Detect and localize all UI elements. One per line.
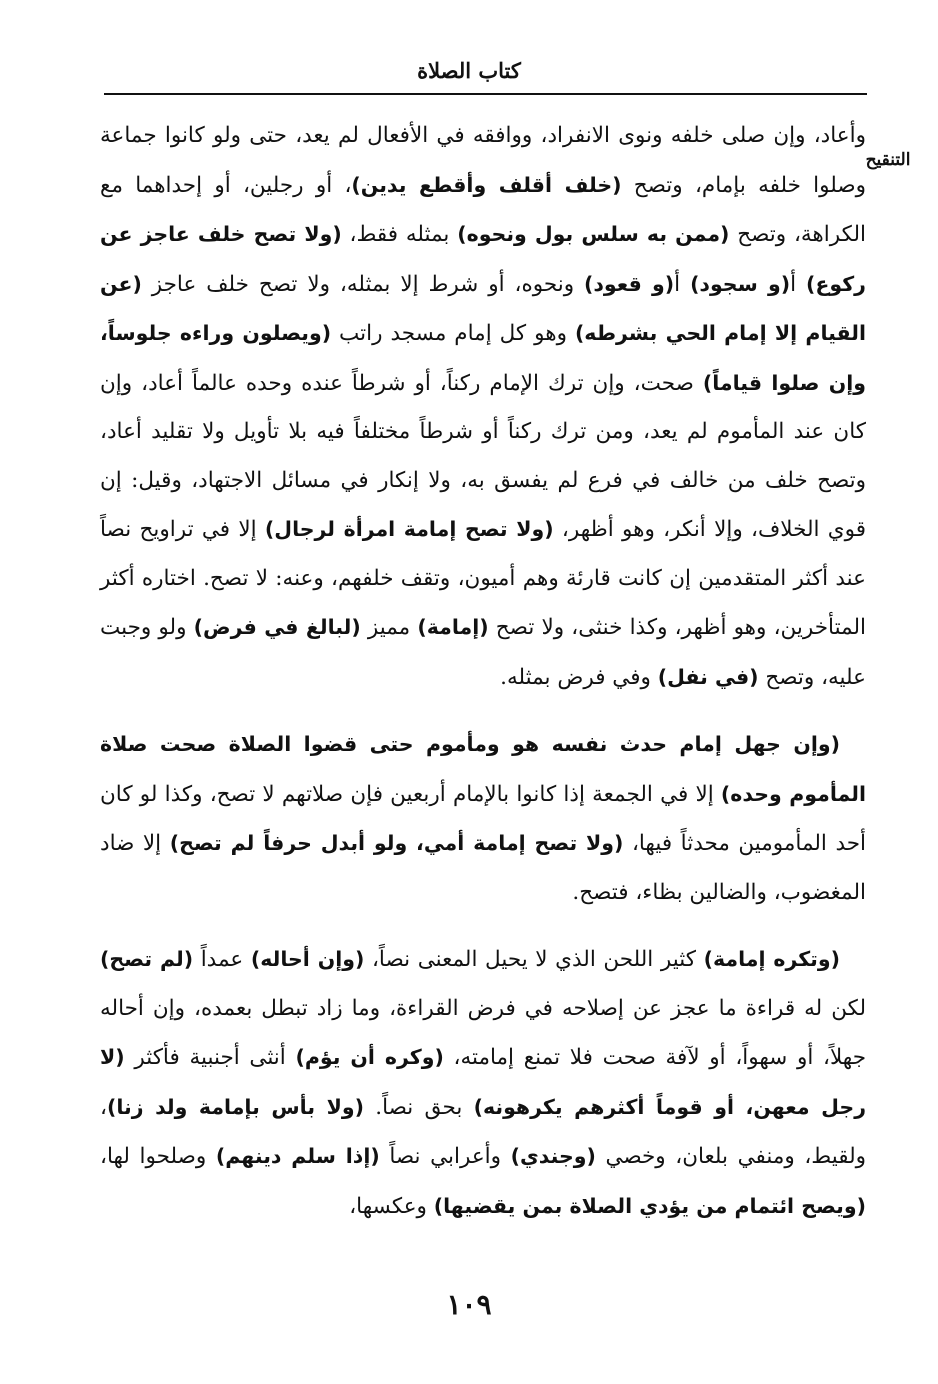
page-number: ١٠٩ <box>446 1288 492 1321</box>
commentary-text: وأعرابي نصاً <box>379 1144 511 1169</box>
bold-matn-text: (وإن جهل إمام حدث نفسه هو ومأموم حتى قضوا الصلاة صحت صلاة المأموم وحده) <box>100 732 866 806</box>
commentary-text: ونحوه، أو شرط إلا بمثله، ولا تصح خلف عاجز <box>141 271 585 297</box>
commentary-text: ، ولقيط، ومنفي بلعان، وخصي <box>100 1094 867 1169</box>
commentary-text: إلا في الجمعة إذا كانوا بالإمام أربعين فإن صلاتهم لا تصح، وكذا لو كان أحد المأمومين محدثاً فيها، <box>100 781 866 856</box>
bold-matn-text: (ولا تصح خلف عاجز عن ركوع) <box>100 222 866 296</box>
bold-matn-text: (ممن به سلس بول ونحوه) <box>457 222 730 246</box>
commentary-text: وصلحوا لها، <box>100 1144 216 1169</box>
commentary-text: ولو وجبت عليه، وتصح <box>100 615 866 690</box>
bold-matn-text: (خلف أقلف وأقطع يدين) <box>351 172 622 197</box>
paragraph <box>100 935 866 1231</box>
commentary-text: عمداً <box>193 947 251 972</box>
commentary-text: وأعاد، وإن صلى خلفه ونوى الانفراد، ووافقه في الأفعال لم يعد، حتى ولو كانوا جماعة وصلوا خلفه بإمام، وتصح <box>100 123 866 198</box>
bold-matn-text: (وتكره إمامة) <box>703 947 840 971</box>
bold-matn-text: (لا رجل معهن، أو قوماً أكثرهم يكرهونه) <box>100 1045 866 1119</box>
bold-matn-text: (و سجود) <box>690 271 791 296</box>
bold-matn-text: (في نفل) <box>657 664 759 689</box>
bold-matn-text: (لبالغ في فرض) <box>193 615 361 639</box>
bold-matn-text: (وإن أحاله) <box>250 947 365 971</box>
commentary-text: كثير اللحن الذي لا يحيل المعنى نصاً، <box>364 947 704 972</box>
bold-matn-text: (ولا بأس بإمامة ولد زنا) <box>106 1094 364 1119</box>
bold-matn-text: (ويصلون وراءه جلوساً، وإن صلوا قياماً) <box>100 321 866 395</box>
commentary-text: صحت، وإن ترك الإمام ركناً، أو شرطاً عنده وحده عالماً أعاد، وإن كان عند المأموم لم يعد، ومن ترك ركناً أو شرطاً مختلفاً فيه بلا تأويل ولا تقليد أعاد، وتصح خلف من خالف في فرع لم يفسق به، ولا إنكار في مسائل الاجتهاد، وقيل: إن قوي الخلاف، وإلا أنكر، وهو أظهر، <box>100 370 866 542</box>
bold-matn-text: (وجندي) <box>510 1144 596 1168</box>
commentary-text: أ <box>674 271 691 297</box>
page-header-title: كتاب الصلاة <box>417 58 521 83</box>
main-text <box>100 112 866 1231</box>
commentary-text: إلا ضاد المغضوب، والضالين بظاء، فتصح. <box>100 831 866 905</box>
paragraph <box>100 112 866 702</box>
commentary-text: لكن له قراءة ما عجز عن إصلاحه في فرض القراءة، وما زاد تبطل بعمده، وإن أحاله جهلاً، أو سهواً، أو لآفة صحت فلا تمنع إمامته، <box>100 995 866 1070</box>
bold-matn-text: (لم تصح) <box>100 947 194 971</box>
bold-matn-text: (ويصح ائتمام من يؤدي الصلاة بمن يقضيها) <box>433 1193 866 1218</box>
commentary-text: وفي فرض بمثله. <box>500 664 658 690</box>
header-divider <box>104 93 867 95</box>
commentary-text: بمثله فقط، <box>341 222 458 247</box>
paragraph <box>100 720 866 917</box>
bold-matn-text: (و قعود) <box>584 271 675 296</box>
commentary-text: وهو كل إمام مسجد راتب <box>331 321 575 346</box>
commentary-text: وعكسها، <box>349 1193 434 1219</box>
bold-matn-text: (ولا تصح إمامة امرأة لرجال) <box>264 517 554 541</box>
bold-matn-text: (إمامة) <box>417 615 489 639</box>
commentary-text: أنثى أجنبية فأكثر <box>124 1045 296 1070</box>
margin-note: التنقيح <box>865 150 911 170</box>
commentary-text: إلا في تراويح نصاً عند أكثر المتقدمين إن كانت قارئة وهم أميون، وتقف خلفهم، وعنه: لا تصح. اختاره أكثر المتأخرين، وهو أظهر، وكذا خنثى، ولا تصح <box>100 517 867 640</box>
bold-matn-text: (إذا سلم دينهم) <box>215 1144 380 1168</box>
commentary-text: مميز <box>360 615 418 640</box>
commentary-text: بحق نصاً. <box>364 1094 474 1120</box>
commentary-text: ، أو رجلين، أو إحداهما مع الكراهة، وتصح <box>100 172 866 247</box>
commentary-text: أ <box>790 271 807 297</box>
bold-matn-text: (عن القيام إلا إمام الحي بشرطه) <box>100 271 867 345</box>
bold-matn-text: (وكره أن يؤم) <box>295 1045 444 1069</box>
bold-matn-text: (ولا تصح إمامة أمي، ولو أبدل حرفاً لم تصح) <box>169 831 624 855</box>
